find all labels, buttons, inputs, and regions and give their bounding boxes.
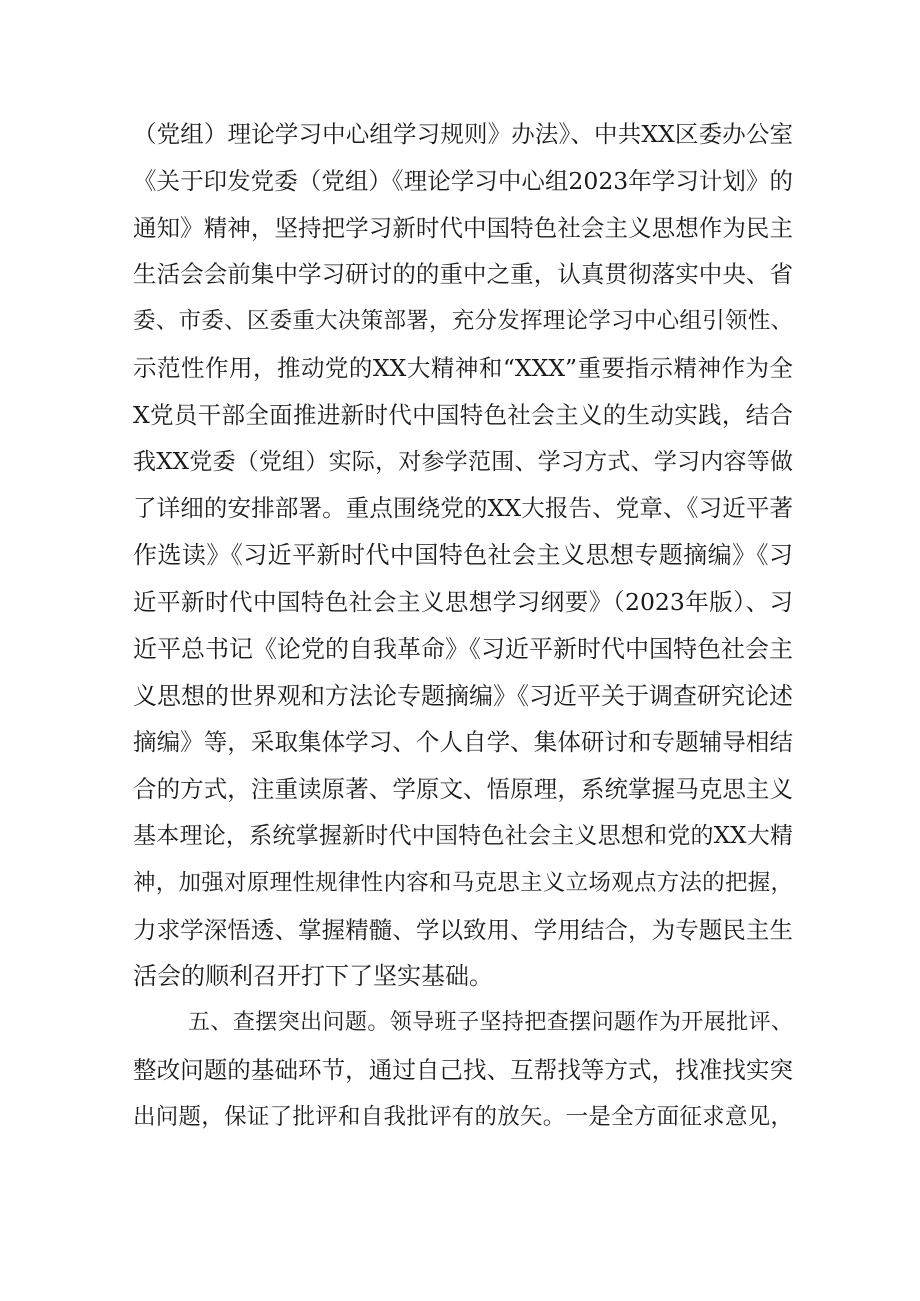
- text-line: 《关于印发党委（党组）《理论学习中心组2023年学习计划》的: [133, 166, 793, 195]
- text-line: X党员干部全面推进新时代中国特色社会主义的生动实践，结合: [133, 400, 793, 429]
- text-line: 基本理论，系统掌握新时代中国特色社会主义思想和党的XX大精: [133, 822, 793, 849]
- text-line: 力求学深悟透、掌握精髓、学以致用、学用结合，为专题民主生: [133, 915, 793, 944]
- text-line: 了详细的安排部署。重点围绕党的XX大报告、党章、《习近平著: [133, 494, 793, 523]
- body-text: [133, 111, 793, 1141]
- text-line: 生活会会前集中学习研讨的的重中之重，认真贯彻落实中央、省: [133, 260, 793, 289]
- text-line: 我XX党委（党组）实际，对参学范围、学习方式、学习内容等做: [133, 448, 793, 475]
- text-line: 作选读》《习近平新时代中国特色社会主义思想专题摘编》《习: [133, 541, 793, 570]
- text-line: （党组）理论学习中心组学习规则》办法》、中共XX区委办公室: [133, 120, 793, 148]
- text-line: 委、市委、区委重大决策部署，充分发挥理论学习中心组引领性、: [133, 308, 793, 335]
- text-line: 近平新时代中国特色社会主义思想学习纲要》（2023年版）、习: [133, 587, 793, 616]
- text-line: 五、查摆突出问题。领导班子坚持把查摆问题作为开展批评、: [188, 1010, 793, 1036]
- paragraph-1: [133, 111, 793, 1000]
- text-line: 近平总书记《论党的自我革命》《习近平新时代中国特色社会主: [133, 634, 793, 663]
- text-line: 摘编》等，采取集体学习、个人自学、集体研讨和专题辅导相结: [133, 728, 793, 757]
- paragraph-2: [133, 1000, 793, 1140]
- text-line: 神，加强对原理性规律性内容和马克思主义立场观点方法的把握，: [133, 869, 793, 896]
- text-line: 出问题，保证了批评和自我批评有的放矢。一是全方面征求意见，: [133, 1103, 793, 1130]
- text-line: 整改问题的基础环节，通过自己找、互帮找等方式，找准找实突: [133, 1055, 793, 1084]
- text-line: 示范性作用，推动党的XX大精神和“XXX”重要指示精神作为全: [133, 353, 793, 382]
- text-line: 活会的顺利召开打下了坚实基础。: [133, 962, 493, 991]
- text-line: 通知》精神，坚持把学习新时代中国特色社会主义思想作为民主: [133, 213, 793, 242]
- text-line: 合的方式，注重读原著、学原文、悟原理，系统掌握马克思主义: [133, 775, 793, 804]
- text-line: 义思想的世界观和方法论专题摘编》《习近平关于调查研究论述: [133, 681, 793, 710]
